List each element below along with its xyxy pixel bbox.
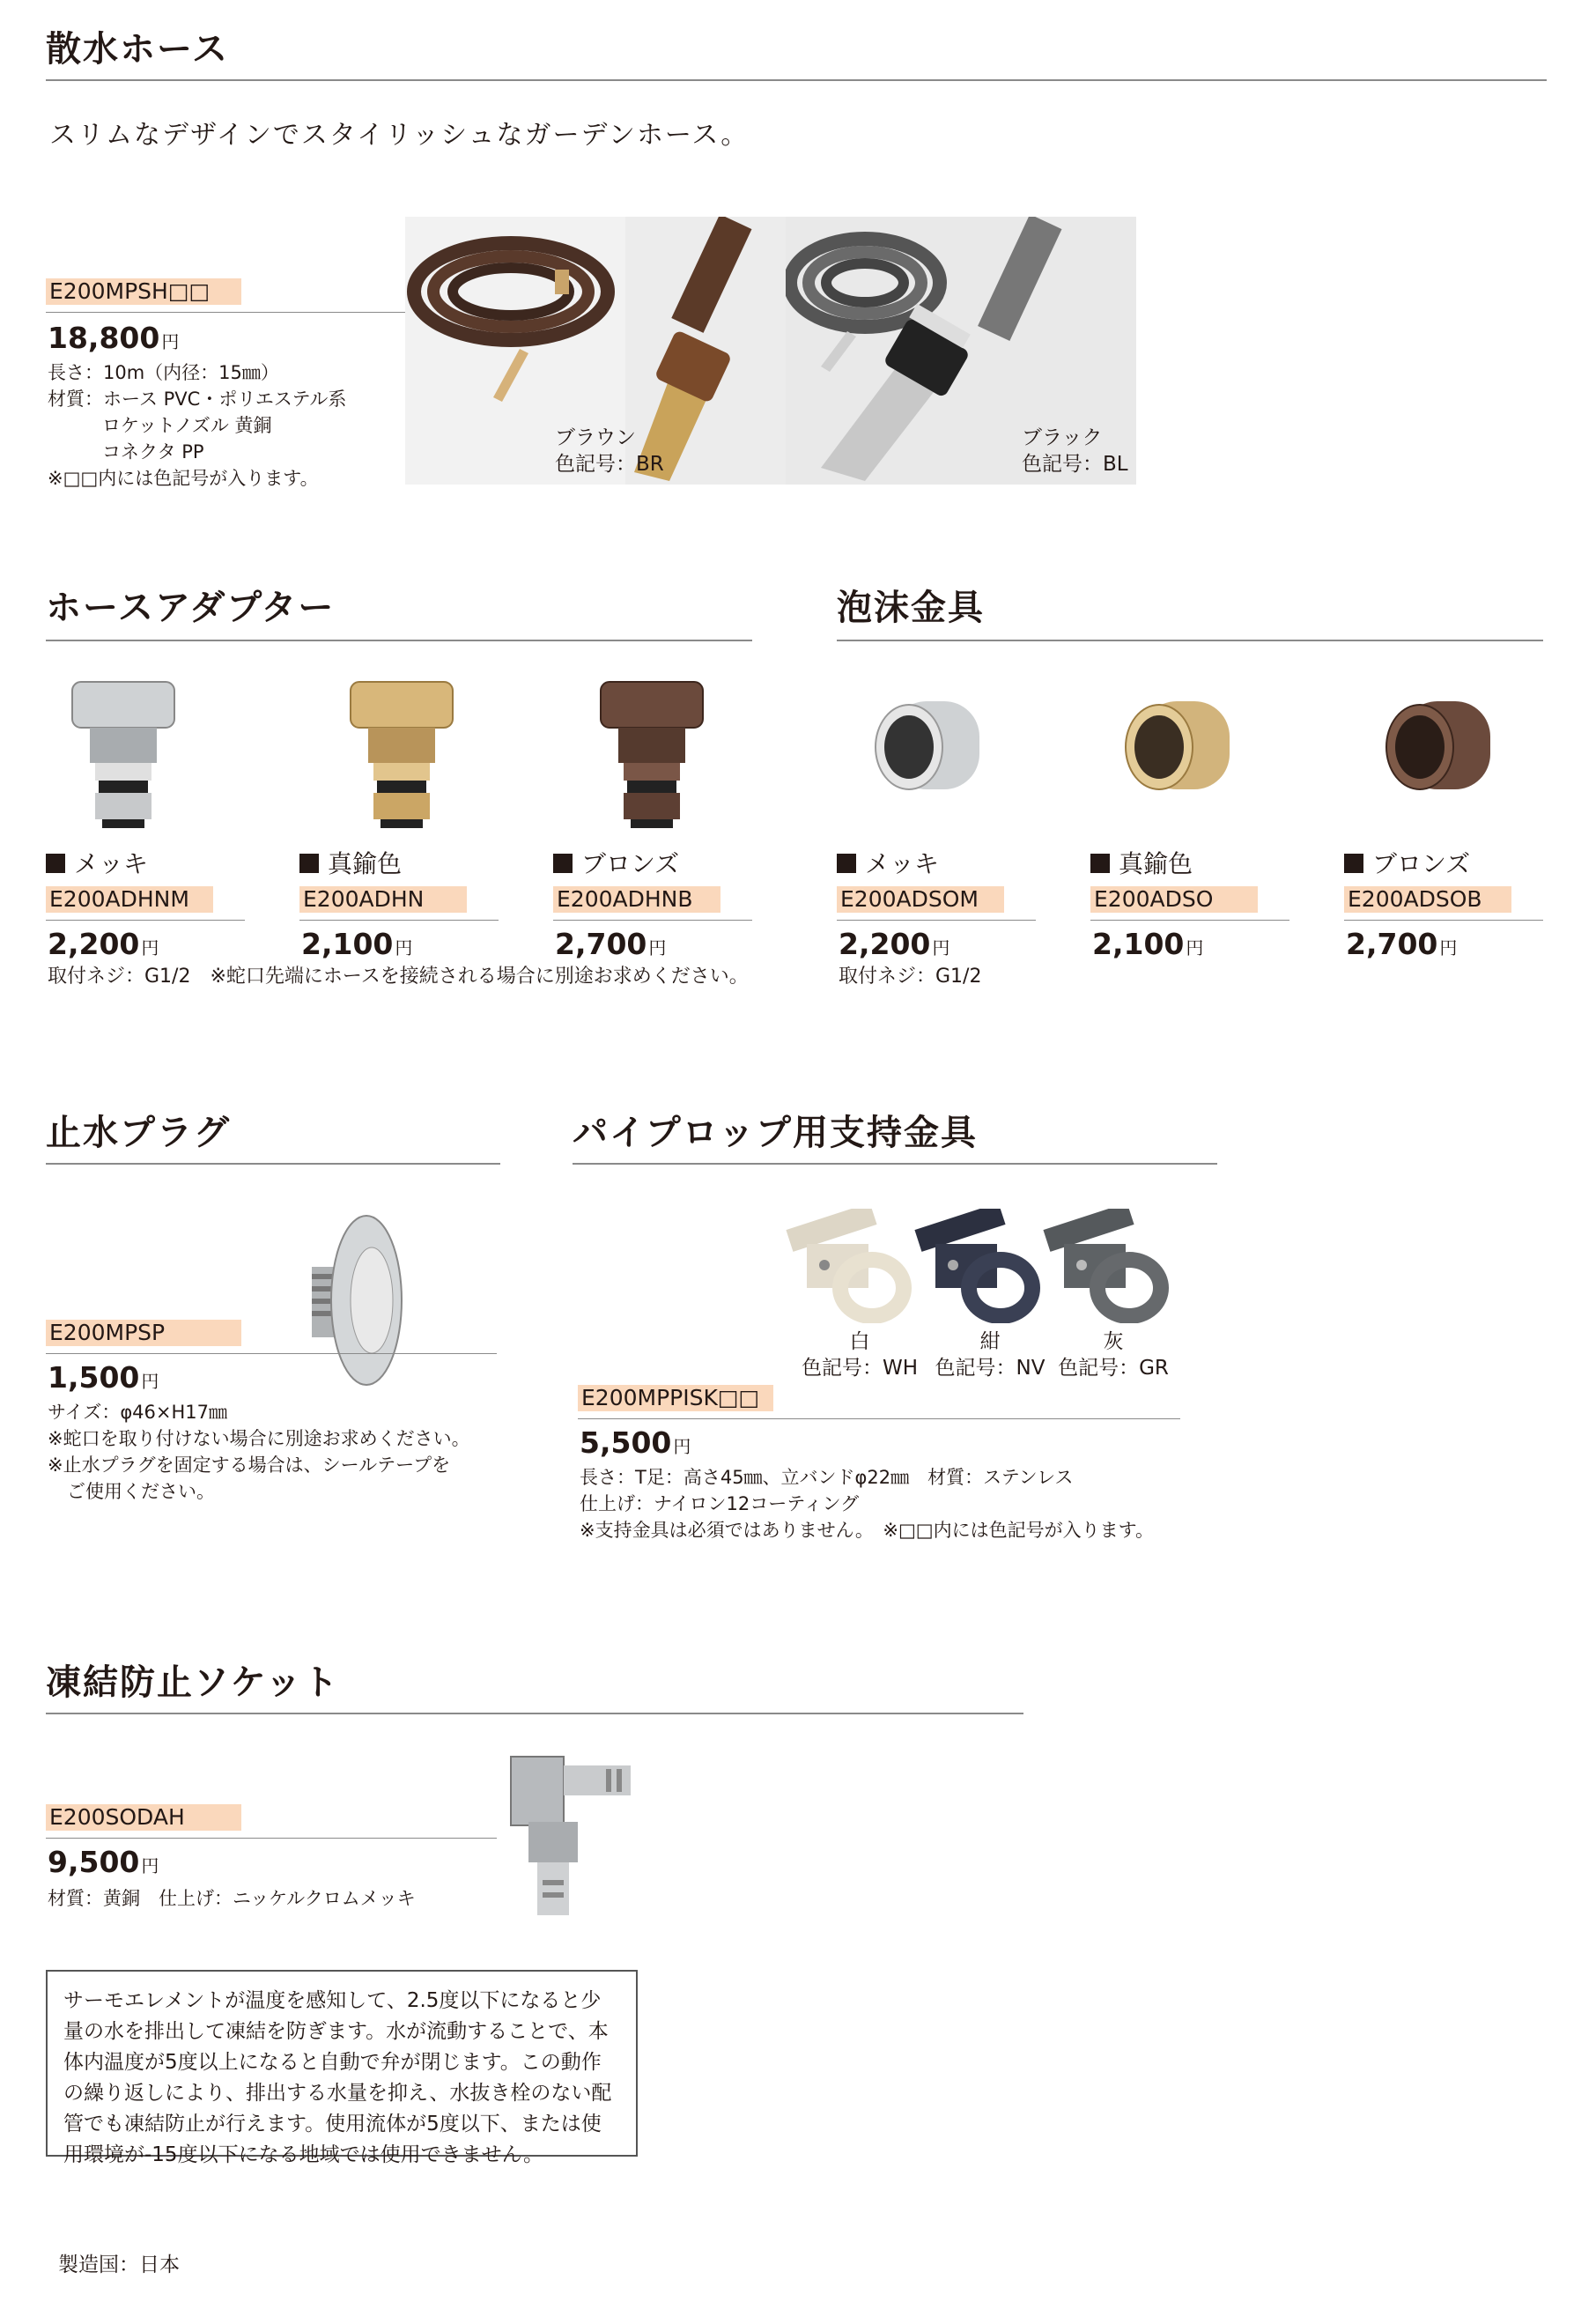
divider <box>837 640 1543 641</box>
spec-line: ※支持金具は必須ではありません。 ※□□内には色記号が入ります。 <box>580 1520 1154 1541</box>
divider <box>553 920 752 921</box>
divider <box>46 312 416 313</box>
product-code: E200ADSO <box>1090 886 1258 913</box>
square-bullet-icon <box>299 854 319 873</box>
product-code: E200SODAH <box>46 1804 241 1831</box>
price: 9,500 円 <box>48 1845 159 1879</box>
plug-image <box>308 1212 414 1392</box>
price: 2,100 円 <box>1092 927 1204 961</box>
spec-line: 仕上げ：ナイロン12コーティング <box>580 1493 860 1514</box>
color-name: 白 <box>849 1330 870 1353</box>
finish-label: 真鍮色 <box>299 849 402 879</box>
bracket-gray-image <box>1038 1209 1170 1327</box>
color-code: 色記号：WH <box>801 1357 919 1380</box>
divider <box>46 1713 1023 1714</box>
bracket-white-image <box>780 1209 913 1327</box>
aerator-note: 取付ネジ：G1/2 <box>839 966 982 988</box>
divider <box>46 1353 497 1354</box>
spec-line: ロケットノズル 黄銅 <box>102 415 272 436</box>
socket-description: サーモエレメントが温度を感知して、2.5度以下になると少量の水を排出して凍結を防ぎます。水が流動することで、本体内温度が5度以上になると自動で弁が閉じます。この動作の繰り返しにより、排出する水量を抑え、水抜き栓のない配管でも凍結防止が行えます。使用流体が5度以下、または使用環境が-15度以下になる地域では使用できません。 <box>63 1989 612 2166</box>
spec-line: 材質：黄銅 仕上げ：ニッケルクロムメッキ <box>48 1888 416 1909</box>
spec-line: 長さ：T足：高さ45㎜、立バンドφ22㎜ 材質：ステンレス <box>580 1467 1074 1488</box>
section-title-socket: 凍結防止ソケット <box>46 1662 340 1703</box>
adapter-bronze-image <box>597 678 706 833</box>
divider <box>299 920 499 921</box>
divider <box>46 920 245 921</box>
spec-line: コネクタ PP <box>102 441 204 463</box>
price: 2,200 円 <box>48 927 159 961</box>
variant-code: 色記号：BL <box>1022 453 1128 476</box>
price: 2,100 円 <box>301 927 413 961</box>
color-code: 色記号：GR <box>1058 1357 1169 1380</box>
square-bullet-icon <box>553 854 573 873</box>
finish-label: 真鍮色 <box>1090 849 1193 879</box>
color-name: 紺 <box>979 1330 1001 1353</box>
aerator-bronze-image <box>1379 696 1496 803</box>
divider <box>46 1838 497 1839</box>
product-code: E200MPSH□□ <box>46 278 241 305</box>
finish-label: メッキ <box>837 849 939 879</box>
spec-line: ※□□内には色記号が入ります。 <box>48 468 319 489</box>
divider <box>46 1163 500 1165</box>
price: 18,800 円 <box>48 321 180 355</box>
bracket-navy-image <box>909 1209 1041 1327</box>
square-bullet-icon <box>1090 854 1110 873</box>
variant-code: 色記号：BR <box>555 453 664 476</box>
product-code: E200ADHNB <box>553 886 720 913</box>
spec-line: ※蛇口を取り付けない場合に別途お求めください。 <box>48 1428 470 1449</box>
aerator-chrome-image <box>868 696 985 803</box>
product-code: E200MPPISK□□ <box>578 1385 773 1411</box>
spec-line: 長さ：10m（内径：15㎜） <box>48 362 279 383</box>
section-title-aerator: 泡沫金具 <box>837 587 985 628</box>
spec-line: ご使用ください。 <box>67 1481 215 1502</box>
product-code: E200MPSP <box>46 1320 241 1346</box>
spec-line: ※止水プラグを固定する場合は、シールテープを <box>48 1454 451 1476</box>
hose-brown-photo <box>405 217 786 485</box>
product-code: E200ADSOB <box>1344 886 1511 913</box>
spec-line: 材質：ホース PVC・ポリエステル系 <box>48 389 347 410</box>
product-code: E200ADSOM <box>837 886 1004 913</box>
finish-label: ブロンズ <box>1344 849 1470 879</box>
product-code: E200ADHNM <box>46 886 213 913</box>
price: 2,200 円 <box>839 927 950 961</box>
finish-label: ブロンズ <box>553 849 679 879</box>
price: 2,700 円 <box>1346 927 1458 961</box>
divider <box>46 79 1547 81</box>
hose-lead: スリムなデザインでスタイリッシュなガーデンホース。 <box>49 120 750 151</box>
spec-line: サイズ：φ46×H17㎜ <box>48 1402 228 1423</box>
price: 2,700 円 <box>555 927 667 961</box>
price: 5,500 円 <box>580 1425 691 1460</box>
divider <box>578 1418 1180 1419</box>
square-bullet-icon <box>837 854 856 873</box>
country-of-origin: 製造国：日本 <box>58 2254 180 2276</box>
price: 1,500 円 <box>48 1360 159 1395</box>
section-title-hose: 散水ホース <box>46 28 229 70</box>
variant-name: ブラウン <box>555 426 636 449</box>
finish-label: メッキ <box>46 849 148 879</box>
divider <box>573 1163 1217 1165</box>
adapter-note: 取付ネジ：G1/2 ※蛇口先端にホースを接続される場合に別途お求めください。 <box>48 966 749 988</box>
square-bullet-icon <box>46 854 65 873</box>
adapter-chrome-image <box>69 678 178 833</box>
product-code: E200ADHN <box>299 886 467 913</box>
square-bullet-icon <box>1344 854 1363 873</box>
divider <box>837 920 1036 921</box>
color-name: 灰 <box>1103 1330 1124 1353</box>
divider <box>1090 920 1289 921</box>
section-title-adapter: ホースアダプター <box>46 587 336 628</box>
socket-description-box <box>46 1970 638 2166</box>
socket-image <box>507 1748 639 1938</box>
divider <box>1344 920 1543 921</box>
variant-name: ブラック <box>1022 426 1103 449</box>
aerator-brass-image <box>1119 696 1235 803</box>
section-title-plug: 止水プラグ <box>46 1112 231 1153</box>
section-title-bracket: パイプロップ用支持金具 <box>573 1112 978 1153</box>
hose-black-photo <box>786 217 1136 485</box>
adapter-brass-image <box>347 678 456 833</box>
divider <box>46 640 752 641</box>
color-code: 色記号：NV <box>935 1357 1046 1380</box>
